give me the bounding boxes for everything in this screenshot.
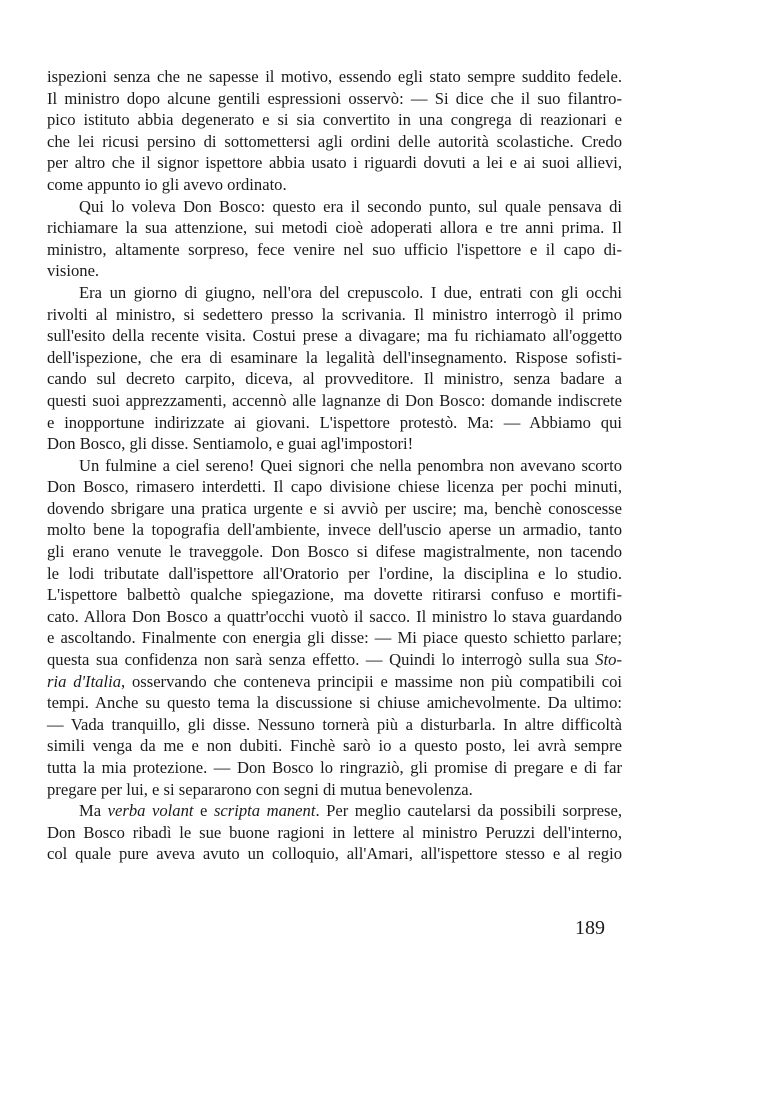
text-line: dell'ispezione, che era di esaminare la legalità dell'insegnamento. Rispose sofisti-	[47, 347, 622, 367]
line-text: e	[193, 801, 214, 821]
text-line: e inopportune indirizzate ai giovani. L'ispettore protestò. Ma: — Abbiamo qui	[47, 412, 622, 432]
text-line: sull'esito della recente visita. Costui prese a divagare; ma fu richiamato all'oggetto	[47, 326, 622, 346]
text-line: Il ministro dopo alcune gentili espressioni osservò: — Si dice che il suo filantro-	[47, 88, 622, 108]
text-line: visione.	[47, 261, 100, 281]
text-line: rivolti al ministro, si sedettero presso la scrivania. Il ministro interrogò il primo	[47, 304, 622, 324]
text-line: pregare per lui, e si separarono con segni di mutua benevolenza.	[47, 779, 473, 799]
text-line: come appunto io gli avevo ordinato.	[47, 174, 287, 194]
italic-phrase: scripta manent	[213, 801, 316, 821]
text-line: tutta la mia protezione. — Don Bosco lo ringraziò, gli promise di pregare e di far	[47, 758, 622, 777]
italic-title: ria d'Italia	[47, 671, 121, 691]
text-line: molto bene la topografia dell'ambiente, invece dell'uscio aperse un armadio, tanto	[47, 520, 622, 540]
text-line: le lodi tributate dall'ispettore all'Oratorio per l'ordine, la disciplina e lo studio.	[47, 563, 622, 583]
text-line: e ascoltando. Finalmente con energia gli disse: — Mi piace questo schietto parlare;	[47, 628, 622, 648]
text-line: gli erano venute le traveggole. Don Bosco si difese magistralmente, non tacendo	[47, 542, 622, 562]
text-line: questi suoi apprezzamenti, accennò alle lagnanze di Don Bosco: domande indiscrete	[47, 390, 622, 410]
text-line: col quale pure aveva avuto un colloquio, all'Amari, all'ispettore stesso e al regio	[47, 844, 622, 864]
text-line: Don Bosco, rimasero interdetti. Il capo divisione chiese licenza per pochi minuti,	[47, 477, 622, 497]
text-line: L'ispettore balbettò qualche spiegazione, ma dovette ritirarsi confuso e mortifi-	[47, 585, 622, 605]
line-text: , osservando che conteneva principii e massime non più compatibili coi	[121, 671, 622, 691]
text-line: Don Bosco, gli disse. Sentiamolo, e guai agl'impostori!	[47, 434, 414, 454]
text-line: pico istituto abbia degenerato e si sia convertito in una congrega di reazionari e	[47, 110, 622, 130]
text-line: — Vada tranquillo, gli disse. Nessuno tornerà più a disturbarla. In altre difficoltà	[47, 714, 622, 734]
text-line: ministro, altamente sorpreso, fece venire nel suo ufficio l'ispettore e il capo di-	[47, 239, 622, 259]
document-page	[47, 66, 622, 865]
text-line: Don Bosco ribadì le sue buone ragioni in lettere al ministro Peruzzi dell'interno,	[47, 822, 622, 842]
text-line: cando sul decreto carpito, diceva, al provveditore. Il ministro, senza badare a	[47, 369, 622, 389]
text-line: richiamare la sua attenzione, sui metodi cioè adoperati allora e tre anni prima. Il	[47, 218, 622, 238]
text-line: tempi. Anche su questo tema la discussione si chiuse amichevolmente. Da ultimo:	[47, 693, 622, 713]
italic-phrase: verba volant	[107, 801, 194, 821]
line-text: Ma	[79, 801, 108, 821]
text-line	[47, 649, 622, 671]
paragraph-start-line	[47, 800, 622, 822]
text-line: cato. Allora Don Bosco a quattr'occhi vuotò il sacco. Il ministro lo stava guardando	[47, 606, 622, 626]
text-line: ispezioni senza che ne sapesse il motivo, essendo egli stato sempre suddito fedele.	[47, 67, 622, 86]
text-line: dovendo sbrigare una pratica urgente e si avviò per uscire; ma, benchè conoscesse	[47, 498, 622, 518]
italic-title: Sto-	[595, 650, 622, 670]
line-text: questa sua confidenza non sarà senza effetto. — Quindi lo interrogò sulla sua	[47, 650, 596, 670]
paragraph-start-line: Un fulmine a ciel sereno! Quei signori che nella penombra non avevano scorto	[79, 455, 622, 475]
text-line: che lei ricusi persino di sottomettersi agli ordini delle autorità scolastiche. Credo	[47, 131, 622, 151]
page-number: 189	[575, 917, 605, 939]
line-text: . Per meglio cautelarsi da possibili sorprese,	[315, 801, 622, 821]
text-line: per altro che il signor ispettore abbia usato i riguardi dovuti a lei e ai suoi allievi,	[47, 153, 622, 173]
text-line: simili venga da me e non dubiti. Finchè sarò io a questo posto, lei avrà sempre	[47, 736, 622, 756]
paragraph-start-line: Qui lo voleva Don Bosco: questo era il secondo punto, sul quale pensava di	[79, 196, 622, 216]
paragraph-start-line: Era un giorno di giugno, nell'ora del crepuscolo. I due, entrati con gli occhi	[79, 282, 622, 302]
text-line	[47, 671, 622, 693]
